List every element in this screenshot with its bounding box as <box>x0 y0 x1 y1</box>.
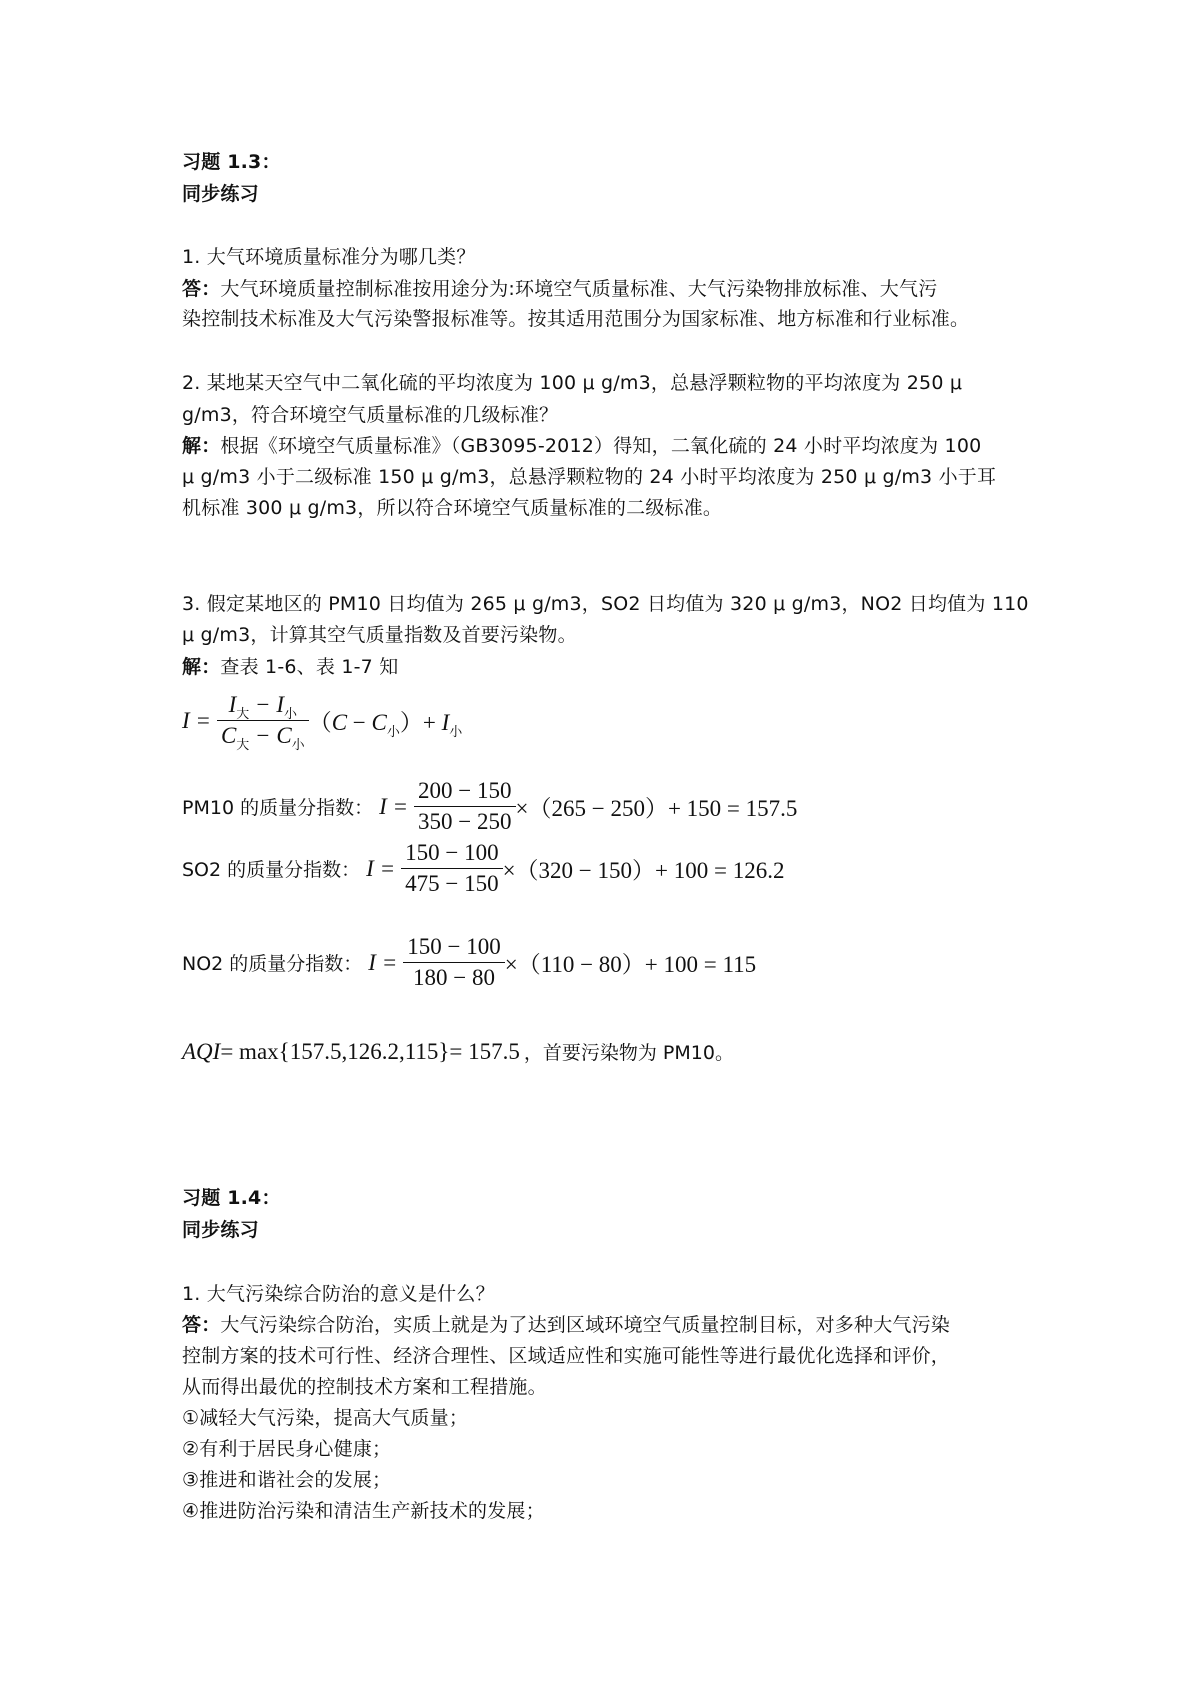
list-item: ①减轻大气污染，提高大气质量； <box>182 1407 469 1429</box>
answer-1-line-3: 从而得出最优的控制技术方案和工程措施。 <box>182 1376 547 1398</box>
answer-text: 查表 1-6、表 1-7 知 <box>220 656 399 678</box>
question-2-line-1: 2. 某地某天空气中二氧化硫的平均浓度为 100 μ g/m3，总悬浮颗粒物的平均浓度为 250 μ <box>182 372 963 394</box>
section-subtitle: 同步练习 <box>182 183 259 205</box>
question-3-line-1: 3. 假定某地区的 PM10 日均值为 265 μ g/m3，SO2 日均值为 320 μ g/m3，NO2 日均值为 110 <box>182 593 1029 615</box>
answer-label: 答： <box>182 278 221 300</box>
answer-1-line-2: 控制方案的技术可行性、经济合理性、区域适应性和实施可能性等进行最优化选择和评价， <box>182 1345 951 1367</box>
section-title: 习题 1.3： <box>182 151 281 173</box>
answer-2-line-2: μ g/m3 小于二级标准 150 μ g/m3，总悬浮颗粒物的 24 小时平均浓度为 250 μ g/m3 小于耳 <box>182 466 997 488</box>
answer-2-line-3: 机标准 300 μ g/m3，所以符合环境空气质量标准的二级标准。 <box>182 497 723 519</box>
answer-2-line-1 <box>182 432 1012 460</box>
pm10-label: PM10 的质量分指数： <box>182 797 374 819</box>
answer-text: 大气环境质量控制标准按用途分为:环境空气质量标准、大气污染物排放标准、大气污 <box>220 278 938 300</box>
no2-label: NO2 的质量分指数： <box>182 953 363 975</box>
answer-1-line-2: 染控制技术标准及大气污染警报标准等。按其适用范围分为国家标准、地方标准和行业标准。 <box>182 308 970 330</box>
answer-label: 解： <box>182 656 221 678</box>
formula-tail: $(C - C_小)+ I_小$ <box>308 710 463 740</box>
section-title: 习题 1.4： <box>182 1187 281 1209</box>
formula-fraction: $\frac{I_大 - I_小}{C_大 - C_小}$ <box>217 692 309 749</box>
answer-label: 答： <box>182 1314 221 1336</box>
so2-label: SO2 的质量分指数： <box>182 859 361 881</box>
answer-text: 大气污染综合防治，实质上就是为了达到区域环境空气质量控制目标，对多种大气污染 <box>220 1314 951 1336</box>
answer-label: 解： <box>182 435 221 457</box>
general-formula <box>182 692 463 753</box>
aqi-result: AQI = max {157.5,126.2,115} = 157.5 ，首要污染物为 PM10。 <box>182 1038 734 1064</box>
no2-formula: NO2 的质量分指数： I = $\frac{150 - 100}{180 - 80}$ ×（110 − 80）+ 100 = 115 <box>182 934 757 990</box>
answer-3-line-1 <box>182 653 1012 681</box>
question-2-line-2: g/m3，符合环境空气质量标准的几级标准？ <box>182 404 559 426</box>
list-item: ③推进和谐社会的发展； <box>182 1469 392 1491</box>
so2-formula: SO2 的质量分指数： I = $\frac{150 - 100}{475 - 150}$ ×（320 − 150）+ 100 = 126.2 <box>182 840 785 896</box>
question-1-text: 1. 大气环境质量标准分为哪几类？ <box>182 246 476 268</box>
pm10-formula: PM10 的质量分指数： I = $\frac{200 - 150}{350 - 250}$ ×（265 − 250）+ 150 = 157.5 <box>182 778 798 834</box>
list-item: ④推进防治污染和清洁生产新技术的发展； <box>182 1500 545 1522</box>
answer-1-line-1 <box>182 1311 1012 1339</box>
list-item: ②有利于居民身心健康； <box>182 1438 392 1460</box>
answer-1-line-1 <box>182 275 1012 303</box>
formula-lhs: I = <box>182 707 211 733</box>
answer-text: 根据《环境空气质量标准》（GB3095-2012）得知，二氧化硫的 24 小时平均浓度为 100 <box>220 435 982 457</box>
question-1-text: 1. 大气污染综合防治的意义是什么？ <box>182 1283 495 1305</box>
question-3-line-2: μ g/m3，计算其空气质量指数及首要污染物。 <box>182 624 577 646</box>
section-subtitle: 同步练习 <box>182 1219 259 1241</box>
